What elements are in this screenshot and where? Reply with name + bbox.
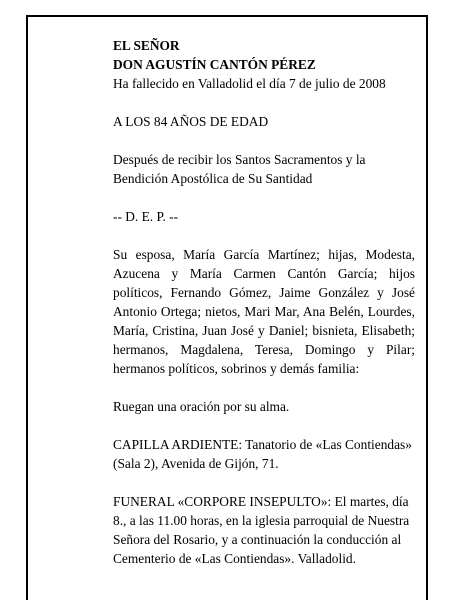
dep-line: -- D. E. P. -- (113, 209, 179, 224)
family-paragraph: Su esposa, María García Martínez; hijas, Modesta, Azucena y María Carmen Cantón García; hijos políticos, Fernando Gómez, Jaime González y José Antonio Ortega; nietos, Mari Mar, Ana Belén, Lourdes, María, Cristina, Juan José y Daniel; bisnieta, Elisabeth; hermanos, Magdalena, Teresa, Domingo y Pilar; hermanos políticos, sobrinos y demás familia: (113, 247, 415, 376)
chapel-paragraph: CAPILLA ARDIENTE: Tanatorio de «Las Contiendas» (Sala 2), Avenida de Gijón, 71. (113, 437, 412, 471)
prayer-line: Ruegan una oración por su alma. (113, 399, 290, 414)
deceased-name: DON AGUSTÍN CANTÓN PÉREZ (113, 57, 316, 72)
age-line: A LOS 84 AÑOS DE EDAD (113, 114, 269, 129)
death-date-line: Ha fallecido en Valladolid el día 7 de julio de 2008 (113, 76, 386, 91)
sacraments-paragraph: Después de recibir los Santos Sacramentos y la Bendición Apostólica de Su Santidad (113, 152, 366, 186)
funeral-paragraph: FUNERAL «CORPORE INSEPULTO»: El martes, día 8., a las 11.00 horas, en la iglesia parroquial de Nuestra Señora del Rosario, y a continuación la conducción al Cementerio de «Las Contiendas». Valladolid. (113, 494, 410, 566)
obituary-notice (113, 36, 415, 568)
title-line-1: EL SEÑOR (113, 38, 180, 53)
